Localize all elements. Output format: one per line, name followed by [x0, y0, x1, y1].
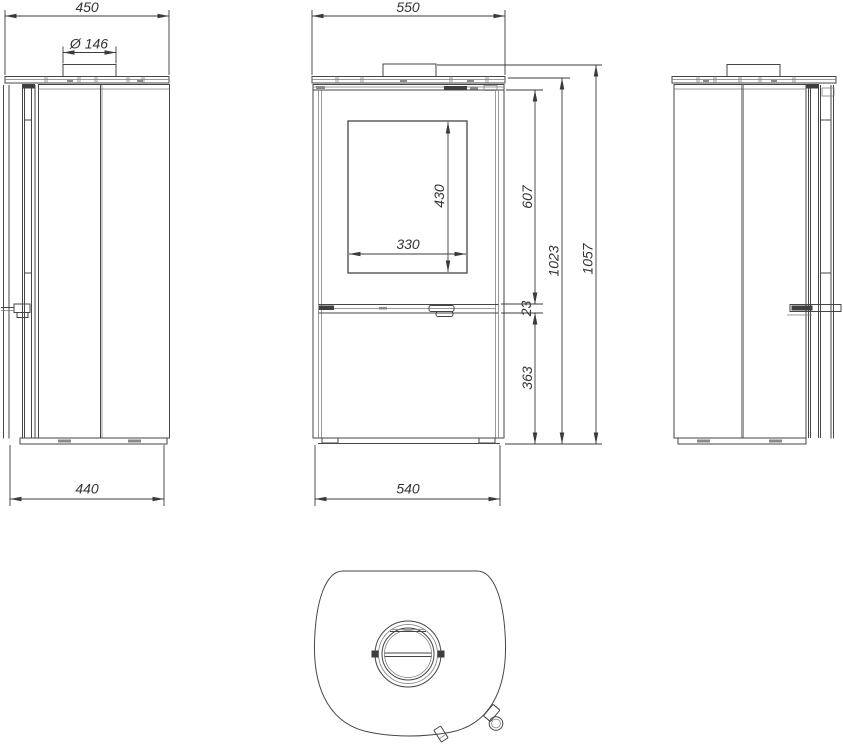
hinge-detail: [22, 84, 35, 89]
door-handle-side: [787, 305, 841, 316]
dim-flue-diameter-label: Ø 146: [69, 35, 109, 52]
flue-collar: [383, 64, 436, 77]
top-view: [314, 571, 505, 742]
door-edge: [4, 85, 36, 439]
flue-outlet: [372, 621, 445, 687]
dim-divider-gap-label: 23: [518, 300, 534, 317]
door-front: [313, 85, 504, 439]
dimension-annotations: [5, 0, 602, 506]
dim-body-height-label: 1023: [545, 245, 562, 277]
dim-firebox-door-height-label: 607: [519, 185, 535, 209]
door-edge: [809, 85, 834, 439]
door-frame: [319, 90, 499, 438]
rear-leg: [483, 704, 502, 730]
dim-bottom-depth-label: 440: [75, 480, 99, 497]
dim-base-section-height-label: 363: [519, 366, 535, 390]
body-shell: [674, 85, 806, 439]
top-outline: [314, 571, 505, 736]
foot: [479, 438, 495, 443]
flue-collar: [727, 65, 780, 77]
dim-glass-width-label: 330: [396, 236, 420, 252]
base-plinth: [20, 438, 167, 444]
dim-total-height-label: 1057: [579, 243, 596, 275]
foot: [322, 438, 338, 443]
dim-top-width-label: 550: [396, 0, 420, 15]
dim-top-depth-label: 450: [75, 0, 99, 15]
side-view-left: [1, 65, 170, 445]
divider-bar: [319, 305, 499, 317]
dim-bottom-width-label: 540: [396, 480, 420, 497]
hinge-detail: [806, 84, 819, 89]
flue-collar: [63, 65, 116, 77]
side-view-right: [672, 65, 841, 445]
body-shell: [39, 85, 170, 439]
dim-glass-height-label: 430: [431, 184, 447, 208]
door-handle-side: [1, 304, 30, 318]
latch-detail: [319, 306, 334, 311]
